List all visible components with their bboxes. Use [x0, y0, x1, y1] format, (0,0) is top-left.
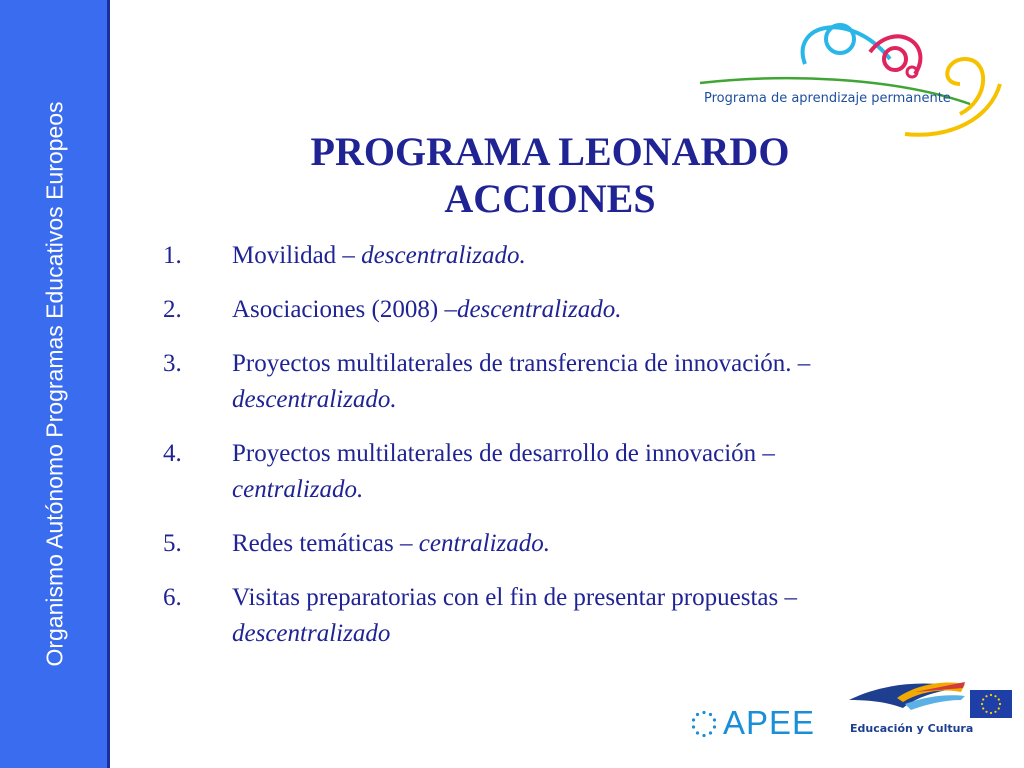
item-number: 5. — [163, 530, 182, 557]
swirl-logo-icon — [690, 4, 1024, 144]
item-number: 3. — [163, 350, 182, 377]
lifelong-learning-logo — [690, 4, 1024, 144]
item-text: Redes temáticas – — [232, 530, 419, 557]
item-mode: descentralizado. — [361, 242, 526, 269]
list-item — [163, 238, 863, 274]
list-item — [163, 436, 863, 508]
item-mode: centralizado. — [232, 476, 364, 503]
apee-logo — [690, 706, 835, 742]
item-text: Visitas preparatorias con el fin de presentar propuestas – — [232, 584, 797, 611]
list-item — [163, 346, 863, 418]
item-mode: centralizado. — [418, 530, 550, 557]
list-item — [163, 292, 863, 328]
title-line-2: ACCIONES — [444, 176, 656, 221]
item-number: 2. — [163, 296, 182, 323]
item-mode: descentralizado — [232, 620, 391, 647]
title-line-1: PROGRAMA LEONARDO — [310, 129, 790, 174]
apee-ring-icon — [690, 710, 718, 738]
sidebar — [0, 0, 110, 768]
wave-logo-icon — [845, 678, 970, 722]
sidebar-label: Organismo Autónomo Programas Educativos Europeos — [41, 101, 68, 667]
slide-title — [230, 128, 870, 222]
education-culture-text: Educación y Cultura — [850, 722, 974, 735]
program-logo-text: Programa de aprendizaje permanente — [704, 91, 951, 106]
item-text: Asociaciones (2008) – — [232, 296, 457, 323]
eu-flag-icon — [970, 690, 1012, 718]
item-text: Proyectos multilaterales de desarrollo de innovación – — [232, 440, 775, 467]
apee-text: APEE — [723, 704, 816, 741]
education-culture-logo — [845, 678, 974, 748]
item-mode: descentralizado. — [456, 296, 622, 323]
item-number: 1. — [163, 242, 182, 269]
actions-list — [163, 238, 863, 670]
item-number: 4. — [163, 440, 182, 467]
item-text: Proyectos multilaterales de transferencia de innovación. – — [232, 350, 811, 377]
list-item — [163, 526, 863, 562]
item-mode: descentralizado. — [232, 386, 397, 413]
item-text: Movilidad – — [232, 242, 362, 269]
item-number: 6. — [163, 584, 182, 611]
list-item — [163, 580, 863, 652]
